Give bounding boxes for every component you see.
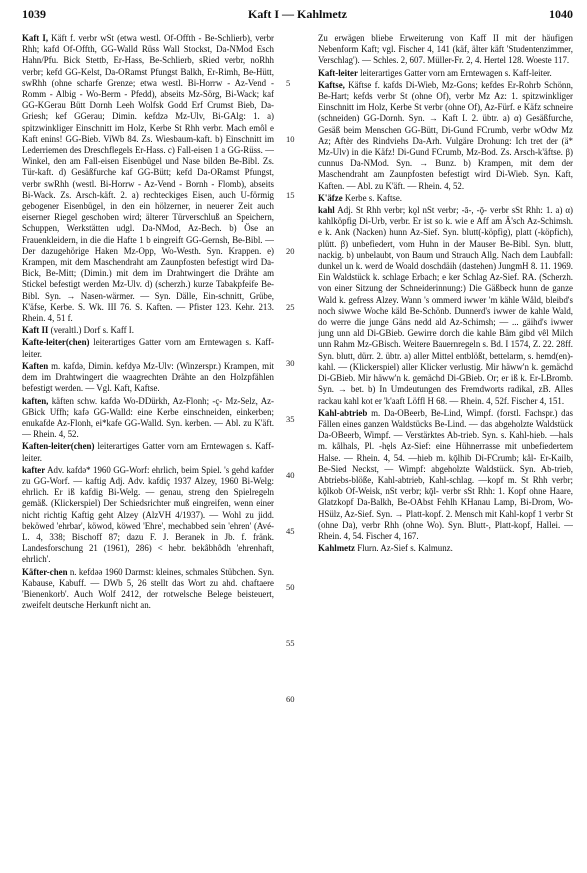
entry-headword: Kahlmetz bbox=[318, 543, 355, 554]
entry-headword: kafter bbox=[22, 464, 46, 475]
line-number: 45 bbox=[286, 525, 295, 536]
entry-text: m. kafdə, Dimin. kefdyə Mz-Ulv: (Winzerspr.) Krampen, mit dem im Drahtwingert die waagrechten Drähte an den Holzpfählen befestigt werden. — Vgl. Kaft, Kaftse. bbox=[22, 360, 274, 394]
line-number: 15 bbox=[286, 189, 295, 200]
line-number: 30 bbox=[286, 357, 295, 368]
dictionary-entry bbox=[22, 465, 274, 566]
line-number: 5 bbox=[286, 77, 291, 88]
right-column bbox=[318, 33, 573, 866]
dictionary-entry bbox=[318, 33, 573, 67]
entry-text: Käftse f. kafds Di-Wieb, Mz-Gons; kefdes Er-Rohrb Schönn, Be-Hart; kefds verbr St (ohne Of), verbr Mz Az: 1. spitzwinkliger Einschnitt im Holz, Kerbe St verbr (ohne Of), Az-Fürf. e Käfz schneire (schneiden) GG-Dornh. Syn. → Kaft I. 2. übtr. a) α) Gesäßfurche, Gesäß beim Menschen GG-Bütt, Di-Gund FCrumb, verbr wOdw Mz Az; Aftèr des Rindviehs Da-Arh. Vulgäre Drohung: Ich tret der (ä* Mz-Ulv) in die Käfz! Di-Gund FCrumb, Mz-Bod. Zs. Arsch-k'äftse. β) cunnus Da-NMod. Syn. → Bunz. b) Krampen, mit dem der Maschendraht am Zaunpfosten befestigt wird Di-Wieb. Syn. Kaft, Kaften. — Abl. zu K'äft. — Rhein. 4, 52. bbox=[318, 79, 573, 191]
entry-headword: Kaft-leiter bbox=[318, 67, 358, 78]
dictionary-entry bbox=[22, 361, 274, 395]
entry-headword: Kaft I, bbox=[22, 33, 49, 43]
page-number-right: 1040 bbox=[549, 7, 573, 21]
dictionary-entry bbox=[22, 567, 274, 612]
entry-text: Zu erwägen bliebe Erweiterung von Kaff II mit der häufigen Nebenform Kaft; vgl. Fischer 4, 141 (käf, älter käft 'Studentenzimmer, Verschlag'). — Schles. 2, 607. Müller-Fr. 2, 4. Hertel 128. Woeste 117. bbox=[318, 33, 573, 66]
entry-text: leiterartiges Gatter vorn am Erntewagen s. Kaff-leiter. bbox=[360, 67, 552, 78]
dictionary-entry bbox=[318, 193, 573, 204]
line-number: 25 bbox=[286, 301, 295, 312]
entry-headword: Kahl-abtrieb bbox=[318, 407, 368, 418]
dictionary-entry bbox=[22, 396, 274, 441]
dictionary-entry bbox=[318, 80, 573, 192]
line-number: 60 bbox=[286, 693, 295, 704]
entry-headword: Kaft II bbox=[22, 325, 49, 336]
entry-headword: Kaften-leiter(chen) bbox=[22, 441, 95, 452]
dictionary-entry bbox=[22, 325, 274, 336]
dictionary-entry bbox=[22, 441, 274, 463]
entry-text: n. kefdəə 1960 Darmst: kleines, schmales Stübchen. Syn. Kabause, Kabuff. — DWb 5, 26 stellt das Wort zu ahd. chaftaere 'Bienenkorb'. Auch Wolf 2412, der rotwelsche Belege beisteuert, zweifelt deutsche Herkunft nicht an. bbox=[22, 566, 274, 611]
line-number: 35 bbox=[286, 413, 295, 424]
entry-headword: kahl bbox=[318, 205, 335, 216]
entry-text: leiterartiges Gatter vorn am Erntewagen s. Kaff-leiter. bbox=[22, 441, 274, 463]
page-number-left: 1039 bbox=[22, 7, 46, 21]
running-title: Kaft I — Kahlmetz bbox=[248, 7, 347, 21]
entry-text: m. Da-OBeerb, Be-Lind, Wimpf. (forstl. Fachspr.) das Fällen eines ganzen Waldstücks Be-Lind. — das abgeholzte Waldstück Da-OBeerb, Wimpf. — Verstärktes Ab-trieb. Syn. s. Kahl-hieb. —hals m. kålhals, Pl. -hęls Az-Sief: eine Hühnerrasse mit unbefiedertem Halse. — Rhein. 4, 54. —hieb m. kǭlhib Di-FCrumb; kål- Er-Kailb, Be-Sied Neckst, — Wimpf: abgeholzte Waldstück. Syn. Ab-trieb, Abtriebs-blöße, Kahl-abtrieb, Kahl-schlag. —kopf m. St Rhh verbr; kǭlkob Of-Weisk, nSt verbr; kǭl- verbr sSt Rhh: 1. Kopf ohne Haare, Glatzkopf Da-Balkh, Be-OAbst Fehlh KHanau Lamp, Bi-Drom, Wo-HSülz, Az-Sief. Syn. → Platt-kopf. 2. Mensch mit Kahl-kopf 1 verbr St (ohne Da), verbr Rhh (ohne Wo). Syn. Blutt-, Platt-kopf, Hallei. — Rhein. 4, 54. Fischer 4, 167. bbox=[318, 407, 573, 541]
entry-headword: Kaften bbox=[22, 360, 49, 371]
entry-text: Adj. St Rhh verbr; kǫl nSt verbr; -ā-, -ǭ- verbr sSt Rhh: 1. a) α) kahlköpfig Di-Urb, verbr. Er ist so k. wie e Aff am Ä'sch Az-Schimsh. e k. Ank (Nacken) hunn Az-Sief. Syn. blutt(-köpfig), platt (-köpfich), plütt. β) unbefiedert, vom Huhn in der Mauser Be-Bibl. Syn. blutt, nackig. b) unbelaubt, von Baum und Strauch Allg. Nach dem Laubfall: dunkel un k. werd de Woald doschdäih (dastehen) JungmH 8. 11. 1969. Ein Waldstück k. schlage Erbach; e ker Schlag Az-Sief. RA. (Scherzh. von einer Sitzung der Schneiderinnung:) Die Gäßbeck hunn de ganze Wald k. gefress Alzey. Wann 's ommerd iwwer 'm kähle Wåld, bleibd's noch siwwe Woche käld Be-Schönb. Dunnerd's iwwer de kahle Wald, do werre die junge Gäns nedd ald Az-Schimsh; — ... gäihd's iwwer jung unn ald Di-GBieb. Gewirre dorch die kahle Bäm gibd vêl Milch unn Rahm Mz-GBisch. Weitere Bauernregeln s. Bd. I 1574, Z. 22. 28ff. Syn. blutt, dürr. 2. übtr. a) aller Mittel entblößt, bettelarm, s. hemd(en)-kahl. — (Klickerspiel) aller Klicker verlustig. Mir häww'n k. gemächd Di-GBieb. Mir häww'n k. gemächd Di-GBieb. Or; er iß k. Er-LBromb. Syn. → bet. b) In Umdeutungen des Fremdworts radikal, zB. Alles rackau kahl kot er 'k'aaft Löffl H 68. — Rhein. 4, 52f. Fischer 4, 151. bbox=[318, 205, 573, 406]
entry-text: (veraltl.) Dorf s. Kaff I. bbox=[50, 325, 134, 336]
entry-headword: kaften, bbox=[22, 395, 49, 406]
entry-text: leiterartiges Gatter vorn am Erntewagen s. Kaff-leiter. bbox=[22, 337, 274, 359]
entry-headword: Käfter-chen bbox=[22, 566, 68, 577]
line-number: 50 bbox=[286, 581, 295, 592]
dictionary-entry bbox=[318, 408, 573, 542]
dictionary-entry bbox=[318, 68, 573, 79]
dictionary-entry bbox=[22, 337, 274, 359]
entry-text: käften schw. kafdə Wo-DDürkh, Az-Flonh; -ç- Mz-Selz, Az-GBick Uffh; kafə GG-Walld: eine Kerbe einschneiden, einkerben; enukafde Az-Flonh, ei*kafe GG-Walld. Syn. kerben. — Abl. zu K'äft. — Rhein. 4, 52. bbox=[22, 395, 274, 440]
dictionary-entry bbox=[318, 205, 573, 407]
left-column bbox=[22, 33, 274, 866]
entry-headword: Kaftse, bbox=[318, 79, 345, 90]
entry-text: Flurn. Az-Sief s. Kalmunz. bbox=[357, 543, 453, 554]
line-number: 55 bbox=[286, 637, 295, 648]
entry-text: Adv. kafdə* 1960 GG-Worf: ehrlich, beim Spiel. 's gehd kafder zu GG-Worf. — kaftig Adj. Adv. kafdiç 1937 Alzey, 1960 Bi-Welg: ehrlich. Er iß kafdig Bi-Welg. — genau, streng den Spielregeln gemäß. (Klickerspiel) Der Schiedsrichter muß eingreifen, wenn einer nicht richtig Kaftig geht Alzey (AlzVH 4/1937). — Wohl zu jidd. beköwed 'ehrbar', köwod, köwed 'Ehre', mechabbed sein 'ehren' (Avé-L. 4, 338; Bischoff 87; dazu F. J. Beranek in Jb. f. fränk. Landesforschung 21 (1961), 286) < hebr. bekâbhôdh 'ehrenhaft, ehrlich'. bbox=[22, 464, 274, 565]
entry-headword: Kafte-leiter(chen) bbox=[22, 337, 90, 348]
running-header bbox=[22, 7, 573, 25]
line-number: 10 bbox=[286, 133, 295, 144]
dictionary-entry bbox=[318, 543, 573, 554]
entry-text: Kerbe s. Kaftse. bbox=[344, 192, 403, 203]
line-number: 40 bbox=[286, 469, 295, 480]
line-number: 20 bbox=[286, 245, 295, 256]
entry-text: Käft f. verbr wSt (etwa westl. Of-Offth - Be-Schlierb), verbr Rhh; kafd Of-Offth, GG-Walld Rüss Wall Stockst, Da-NMod Esch Hahn/Pfu. Bick Stettb, Er-Hass, Be-Schlierb, sRied verbr, noRhh verbr; kefd GG-Kelst, Da-ORamst Pfungst Balkh, Er-Rimh, Be-Hütt, swRhh (ohne scharfe Grenze; etwa westl. Bi-Horrw - Az-Vend - Romm - Albig - Wo-Berm - Pfedd), abseits Mz-Sörg, Bi-Wack; kaf GG-KGerau Bütt Dornh Leeh Wolfsk Godd Erf Crumst Bieb, Da-Griesh; kef GGerau; Dimin. kefdzə Mz-Ulv, Bi-GAlg: 1. a) spitzwinkliger Einschnitt im Holz, Kerbe St Rhh verbr. Mach emôl e Kaft enins! GG-Bieb. ViWb 84. Zs. Wiesbaum-kaft. b) Einschnitt im Lederriemen des Dreschflegels Er-Hass. c) Fall-eisen 1 a GG-Rüss. — Winkel, den am Fall-eisen Eisenbügel und Nase bilden Be-Bibl. Zs. Tür-kaft. d) Gesäßfurche kaf GG-Bütt; kefd Da-ORamst Pfungst, verbr swRhh (westl. Bi-Horrw - Az-Vend - Bornh - Flomb), abseits Bi-Wack. Zs. Arsch-käft. 2. a) rechteckiges Eisen, auch U-förmig gebogener Eisenbügel, in den ein hölzerner, in neuerer Zeit auch eiserner Riegel geschoben wird; älterer Türverschluß an Speichern, Schuppen, Werkstätten udgl. Da-NMod, Az-Bech. b) Öse an Frauenkleidern, in die die Hafte 1 b eingreift GG-Gernsh, Be-Bibl. — Der dazugehörige Haken Mz-Opp, Wo-Westh. Syn. Krappen. e) Krampen, mit dem Maschendraht am Zaunpfosten befestigt wird Da-Bick, Be-Mitt; (Dimin.) mit dem im Drahtwingert die Drähte am Stickel befestigt werden Mz-Ulv. d) (scherzh.) kurze Tabakpfeife Be-Bibl. Syn. → Nasen-wärmer. — Syn. Dälle, Ein-schnitt, Grübe, K'äfse, Kerbe. S. Wk. III 76. S. Kaften. — Pfister 123. Kehr. 213. Rhein. 4, 51 f. bbox=[22, 33, 274, 324]
dictionary-entry bbox=[22, 33, 274, 324]
entry-headword: K'äfze bbox=[318, 192, 343, 203]
